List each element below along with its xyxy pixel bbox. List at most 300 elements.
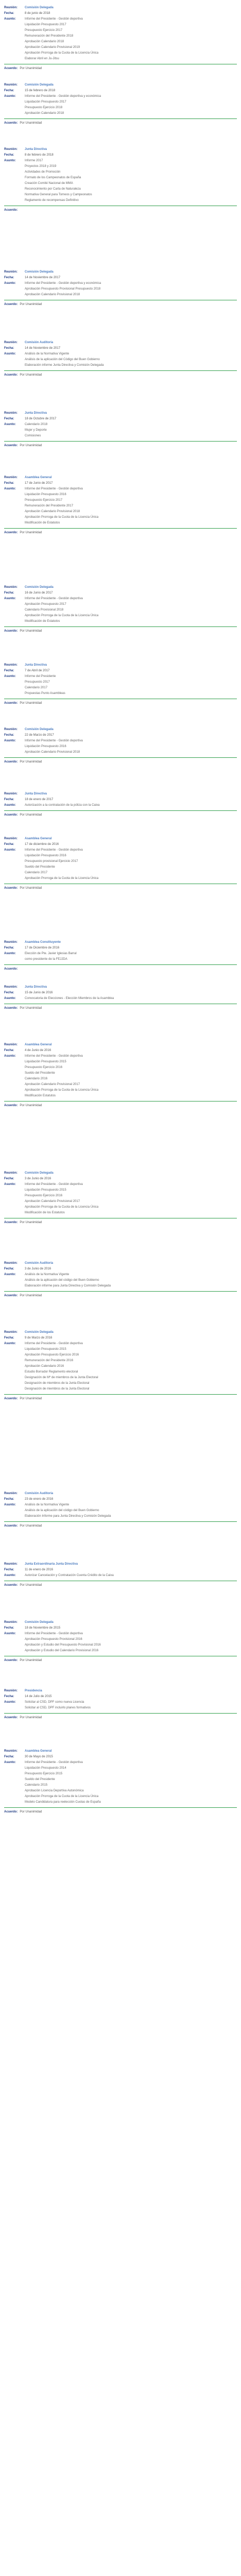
agreement-label: Acuerdo: — [4, 374, 18, 377]
topic-item: Informe del Presidente - Gestión deportiva — [25, 1761, 83, 1764]
topics-row — [0, 486, 241, 524]
organ-row — [0, 1688, 241, 1694]
topics-list — [25, 738, 231, 755]
topics-list — [25, 486, 231, 526]
topics-list — [25, 1054, 231, 1099]
topic-item: Presupuesto Ejercicio 2017 — [25, 29, 63, 32]
date-label: Fecha: — [4, 1695, 14, 1698]
topic-item: Formato de los Campeonatos de España — [25, 176, 81, 179]
topic-item: Informe del Presidente - Gestión deportiva — [25, 487, 83, 490]
organ-label: Reunión: — [4, 1043, 18, 1046]
topic-item: Informe del Presidente - Gestión deportiva — [25, 1632, 83, 1635]
topic-item: Elección de Pte. Javier Iglesias Barral — [25, 952, 77, 955]
topic-item: Informe del Presidente - Gestión deportiva — [25, 18, 83, 21]
agreement-label: Acuerdo: — [4, 1584, 18, 1587]
record-divider — [4, 118, 237, 119]
topics-list — [25, 1182, 231, 1216]
organ-label: Reunión: — [4, 1262, 18, 1265]
topics-label: Asunto: — [4, 18, 16, 21]
date-row — [0, 1048, 241, 1054]
organ-label: Reunión: — [4, 1689, 18, 1692]
organ-row — [0, 411, 241, 416]
topic-item: Aprobación Calendario 2016 — [25, 1365, 64, 1368]
agreement-label: Acuerdo: — [4, 1397, 18, 1400]
agreement-row — [4, 1103, 42, 1109]
agreement-label: Acuerdo: — [4, 1007, 18, 1010]
topics-row — [0, 996, 241, 1002]
agreement-label: Acuerdo: — [4, 303, 18, 306]
agreement-label: Acuerdo: — [4, 1221, 18, 1224]
topic-item: Calendario 2016 — [25, 1077, 48, 1080]
organ-value: Comisión Delegada — [25, 728, 54, 731]
topic-item: Presupuesto provisional Ejercicio 2017 — [25, 860, 78, 863]
agreement-row — [4, 1715, 42, 1721]
agreement-label: Acuerdo: — [4, 887, 18, 890]
date-value: 14 de Noviembre de 2017 — [25, 347, 61, 350]
date-label: Fecha: — [4, 482, 14, 485]
topic-item: Modificación de los Estatutos — [25, 1211, 65, 1214]
topics-row — [0, 16, 241, 60]
topics-row — [0, 803, 241, 808]
organ-label: Reunión: — [4, 728, 18, 731]
topic-item: Designación de miembros de la Junta Electoral — [25, 1387, 90, 1391]
topic-item: Liquidación Presupuesto 2014 — [25, 1767, 66, 1770]
topic-item: Informe del Presidente - Gestión deportiva — [25, 1342, 83, 1345]
topics-list — [25, 158, 231, 204]
topic-item: Aprobación Presupuesto Ejercicio 2016 — [25, 1353, 79, 1357]
record-divider — [4, 626, 237, 627]
topics-row — [0, 848, 241, 880]
organ-value: Comisión Delegada — [25, 1172, 54, 1175]
organ-value: Presidencia — [25, 1689, 42, 1692]
date-label: Fecha: — [4, 1568, 14, 1571]
topic-item: Sueldo del Presidente — [25, 1072, 55, 1075]
topics-label: Asunto: — [4, 282, 16, 285]
agreement-label: Acuerdo: — [4, 531, 18, 534]
agreement-value: Por Unanimidad — [20, 1007, 42, 1010]
date-row — [0, 1567, 241, 1573]
date-label: Fecha: — [4, 843, 14, 846]
date-label: Fecha: — [4, 1336, 14, 1340]
topic-item: Aprobación Calendario Provisional 2017 — [25, 1200, 80, 1203]
record-divider — [4, 1713, 237, 1714]
organ-row — [0, 1171, 241, 1176]
organ-label: Reunión: — [4, 986, 18, 989]
agreement-value: Por Unanimidad — [20, 1810, 42, 1814]
agreement-row — [4, 1396, 42, 1402]
date-value: 9 de Marzo de 2016 — [25, 1336, 53, 1340]
agreement-row — [4, 1523, 42, 1529]
date-row — [0, 797, 241, 803]
topic-item: Aprobación Prorroga de la Cuota de la Licencia Única — [25, 52, 99, 55]
topic-item: Modelo Candidatura para reelección Cuotas de España — [25, 1801, 101, 1804]
date-value: 16 de Junio de 2017 — [25, 591, 53, 595]
date-row — [0, 1497, 241, 1502]
topics-label: Asunto: — [4, 1574, 16, 1577]
agreement-row — [4, 759, 42, 765]
agreement-value: Por Unanimidad — [20, 630, 42, 633]
date-value: 17 de Diciembre de 2016 — [25, 946, 60, 950]
topic-item: Modificación de Estatutos — [25, 620, 60, 623]
date-label: Fecha: — [4, 1049, 14, 1052]
date-value: 15 de febrero de 2018 — [25, 89, 56, 92]
date-row — [0, 1754, 241, 1760]
topic-item: Aprobación Licencia Deportiva Autonómica — [25, 1789, 84, 1792]
date-value: 30 de Mayo de 2015 — [25, 1755, 53, 1758]
topic-item: Solicitar al CSD, DPF como nueva Licencia — [25, 1701, 84, 1704]
topic-item: Liquidación Presupuesto 2015 — [25, 1060, 66, 1063]
organ-row — [0, 1620, 241, 1625]
organ-label: Reunión: — [4, 837, 18, 840]
agreement-label: Acuerdo: — [4, 630, 18, 633]
date-row — [0, 733, 241, 738]
topic-item: Normativa General para Torneos y Campeonatos — [25, 193, 92, 196]
agreement-label: Acuerdo: — [4, 67, 18, 70]
date-value: 22 de Marzo de 2017 — [25, 734, 54, 737]
topic-item: Informe del Presidente — [25, 675, 56, 678]
topics-row — [0, 951, 241, 961]
topic-item: Informe del Presidente - Gestión deportiva — [25, 849, 83, 852]
record-divider — [4, 1291, 237, 1292]
agreement-row — [4, 1809, 42, 1815]
organ-value: Asamblea Constituyente — [25, 941, 61, 944]
agreement-row — [4, 1658, 42, 1664]
topic-item: Aprobación Calendario Provisional 2018 — [25, 751, 80, 754]
record-divider — [4, 757, 237, 758]
topic-item: Presupuesto Ejercicio 2015 — [25, 1772, 63, 1775]
agreement-value: Por Unanimidad — [20, 1524, 42, 1528]
date-label: Fecha: — [4, 1755, 14, 1758]
date-row — [0, 1625, 241, 1631]
agreement-label: Acuerdo: — [4, 1810, 18, 1814]
topic-item: Aprobación Calendario Provisional 2018 — [25, 293, 80, 296]
agreement-value: Por Unanimidad — [20, 1221, 42, 1224]
organ-value: Junta Directiva — [25, 412, 47, 415]
organ-label: Reunión: — [4, 476, 18, 479]
organ-label: Reunión: — [4, 341, 18, 344]
topics-label: Asunto: — [4, 739, 16, 742]
organ-row — [0, 1042, 241, 1048]
date-value: 18 de enero de 2017 — [25, 798, 54, 801]
agreement-value: Por Unanimidad — [20, 887, 42, 890]
topic-item: Informe del Presidente - Gestión deportiva — [25, 1183, 83, 1186]
topic-item: Aprobación y Estudio del Presupuesto Provisional 2016 — [25, 1643, 101, 1647]
date-row — [0, 590, 241, 596]
date-row — [0, 152, 241, 158]
organ-label: Reunión: — [4, 586, 18, 589]
organ-label: Reunión: — [4, 270, 18, 274]
organ-label: Reunión: — [4, 1750, 18, 1753]
topic-item: Modificación Estatutos — [25, 1094, 56, 1097]
organ-value: Comisión Delegada — [25, 586, 54, 589]
organ-row — [0, 836, 241, 842]
topic-item: Informe del Presidente - Gestión deportiva — [25, 597, 83, 600]
topics-row — [0, 94, 241, 115]
date-value: 17 de diciembre de 2016 — [25, 843, 59, 846]
topic-item: Liquidación Presupuesto 2017 — [25, 23, 66, 26]
organ-row — [0, 663, 241, 668]
organ-row — [0, 1562, 241, 1567]
agreement-label: Acuerdo: — [4, 209, 18, 212]
agreement-value: Por Unanimidad — [20, 814, 42, 817]
date-value: 23 de enero de 2016 — [25, 1498, 54, 1501]
organ-value: Asamblea General — [25, 1043, 52, 1046]
agreement-label: Acuerdo: — [4, 1716, 18, 1719]
date-label: Fecha: — [4, 669, 14, 672]
organ-row — [0, 147, 241, 152]
date-row — [0, 668, 241, 674]
topic-item: Remuneración del Presidente 2018 — [25, 35, 74, 38]
topic-item: Elaboración informe Junta Directiva y Comisión Delegada — [25, 364, 104, 367]
topic-item: Creación Comité Nacional de MMA — [25, 182, 73, 185]
agreement-row — [4, 443, 42, 449]
organ-label: Reunión: — [4, 6, 18, 9]
topic-item: Liquidación Presupuesto 2015 — [25, 1189, 66, 1192]
organ-value: Comisión Delegada — [25, 1331, 54, 1334]
organ-row — [0, 475, 241, 481]
agreement-row — [4, 1220, 42, 1226]
topic-item: Aprobación Prorroga de la Cuota de la Licencia Única — [25, 1089, 99, 1092]
organ-row — [0, 1261, 241, 1266]
topic-item: Sueldo del Presidente — [25, 1778, 55, 1781]
organ-row — [0, 5, 241, 11]
organ-row — [0, 727, 241, 733]
agreement-value: Por Unanimidad — [20, 1716, 42, 1719]
date-row — [0, 1266, 241, 1272]
date-row — [0, 11, 241, 16]
organ-value: Junta Directiva — [25, 986, 47, 989]
topics-row — [0, 1573, 241, 1579]
topic-item: Modificación de Estatutos — [25, 521, 60, 524]
date-label: Fecha: — [4, 991, 14, 994]
agreement-label: Acuerdo: — [4, 1524, 18, 1528]
organ-value: Asamblea General — [25, 476, 52, 479]
topics-label: Asunto: — [4, 997, 16, 1000]
topic-item: Solicitar al CSD, DPF incluirlo planes formativos — [25, 1706, 91, 1709]
topics-label: Asunto: — [4, 1055, 16, 1058]
topics-label: Asunto: — [4, 95, 16, 98]
topic-item: Aprobación Presupuesto 2017 — [25, 603, 66, 606]
topics-label: Asunto: — [4, 1701, 16, 1704]
agreement-row — [4, 886, 42, 891]
topic-item: Estudio Borrador Reglamento electoral — [25, 1370, 78, 1374]
organ-value: Junta Directiva — [25, 148, 47, 151]
date-label: Fecha: — [4, 1267, 14, 1270]
topics-list — [25, 1341, 231, 1392]
topic-item: Informe del Presidente - Gestión deportiva y económica — [25, 95, 101, 98]
organ-label: Reunión: — [4, 792, 18, 795]
organ-value: Junta Directiva — [25, 664, 47, 667]
topics-list — [25, 1631, 231, 1654]
agreement-row — [4, 701, 42, 706]
agreement-row — [4, 121, 42, 126]
topics-list — [25, 1272, 231, 1289]
agreement-label: Acuerdo: — [4, 814, 18, 817]
agreement-value: Por Unanimidad — [20, 760, 42, 764]
date-value: 17 de Junio de 2017 — [25, 482, 53, 485]
topics-label: Asunto: — [4, 1632, 16, 1635]
topic-item: Aprobación Calendario Provisional 2018 — [25, 510, 80, 513]
topics-list — [25, 596, 231, 624]
topics-row — [0, 281, 241, 296]
topic-item: Aprobación Calendario 2018 — [25, 112, 64, 115]
topic-item: Aprobación Prorroga de la Cuota de la Licencia Única — [25, 1206, 99, 1209]
agreement-label: Acuerdo: — [4, 444, 18, 447]
organ-value: Asamblea General — [25, 1750, 52, 1753]
date-label: Fecha: — [4, 591, 14, 595]
topics-row — [0, 1272, 241, 1287]
organ-label: Reunión: — [4, 1563, 18, 1566]
date-value: 4 de Junio de 2016 — [25, 1049, 51, 1052]
topics-list — [25, 1502, 231, 1519]
organ-row — [0, 1491, 241, 1497]
topics-label: Asunto: — [4, 675, 16, 678]
organ-value: Junta Extraordinaria Junta Directiva — [25, 1563, 78, 1566]
topics-row — [0, 1502, 241, 1518]
topics-row — [0, 351, 241, 367]
date-value: 8 de junio de 2018 — [25, 12, 50, 15]
topics-list — [25, 94, 231, 116]
topic-item: Proyectos 2018 y 2019 — [25, 165, 57, 168]
agreement-label: Acuerdo: — [4, 1294, 18, 1297]
topic-item: Elaboración Informe para Junta Directiva y Comisión Delegada — [25, 1515, 111, 1518]
agreement-label: Acuerdo: — [4, 760, 18, 764]
topic-item: Aprobación Calendario Provisional 2017 — [25, 1083, 80, 1086]
organ-value: Comisión Delegada — [25, 83, 54, 87]
date-row — [0, 346, 241, 351]
organ-value: Comisión Auditoría — [25, 1492, 54, 1495]
topics-list — [25, 281, 231, 298]
topic-item: Elaborar Abril en Ju-Jitsu — [25, 57, 59, 60]
organ-row — [0, 1749, 241, 1754]
date-row — [0, 1176, 241, 1182]
topic-item: Convocatoria de Elecciones - Elección Miembros de la Asamblea — [25, 997, 114, 1000]
organ-value: Asamblea General — [25, 837, 52, 840]
topics-row — [0, 596, 241, 623]
agreement-value: Por Unanimidad — [20, 1397, 42, 1400]
date-label: Fecha: — [4, 12, 14, 15]
organ-label: Reunión: — [4, 664, 18, 667]
organ-row — [0, 82, 241, 88]
date-row — [0, 842, 241, 848]
topic-item: Aprobación y Estudio del Calendario Provisional 2016 — [25, 1649, 99, 1652]
topics-row — [0, 422, 241, 437]
agreement-label: Acuerdo: — [4, 1659, 18, 1662]
topics-label: Asunto: — [4, 597, 16, 600]
date-label: Fecha: — [4, 734, 14, 737]
topic-item: Liquidación Presupuesto 2016 — [25, 854, 66, 857]
organ-row — [0, 985, 241, 990]
date-row — [0, 481, 241, 486]
topic-item: Calendario 2017 — [25, 686, 48, 689]
topics-label: Asunto: — [4, 952, 16, 955]
topics-label: Asunto: — [4, 1761, 16, 1764]
topics-label: Asunto: — [4, 804, 16, 807]
date-label: Fecha: — [4, 276, 14, 279]
topic-item: Aprobación Calendario Provisional 2019 — [25, 46, 80, 49]
date-value: 14 de Noviembre de 2017 — [25, 276, 61, 279]
topic-item: Aprobación Presupuesto Provisional Presupuesto 2018 — [25, 287, 101, 291]
topic-item: Comisiones — [25, 434, 41, 437]
date-label: Fecha: — [4, 89, 14, 92]
topic-item: como presidente de la FEJJDA — [25, 958, 67, 961]
topic-item: Aprobación Prorroga de la Cuota de la Licencia Única — [25, 1795, 99, 1798]
date-value: 18 de Octubre de 2017 — [25, 417, 57, 420]
topic-item: Análisis de la Normativa Vigente — [25, 1503, 70, 1506]
date-row — [0, 88, 241, 94]
topic-item: Análisis de la Normativa Vigente — [25, 352, 70, 355]
topics-label: Asunto: — [4, 487, 16, 490]
topic-item: Informe del Presidente - Gestión deportiva y económica — [25, 282, 101, 285]
topic-item: Presupuesto Ejercicio 2016 — [25, 1194, 63, 1197]
organ-row — [0, 269, 241, 275]
topic-item: Liquidación Presupuesto 2016 — [25, 745, 66, 748]
date-label: Fecha: — [4, 347, 14, 350]
topic-item: Presupuesto Ejercicio 2017 — [25, 499, 63, 502]
topics-row — [0, 1341, 241, 1391]
date-row — [0, 990, 241, 996]
agreement-value: Por Unanimidad — [20, 67, 42, 70]
agreement-label: Acuerdo: — [4, 122, 18, 125]
topics-list — [25, 16, 231, 62]
organ-row — [0, 1330, 241, 1335]
topics-list — [25, 1573, 231, 1579]
date-value: 8 de febrero de 2018 — [25, 154, 54, 157]
date-value: 7 de Abril de 2017 — [25, 669, 50, 672]
agreement-value: Por Unanimidad — [20, 702, 42, 705]
organ-value: Comisión Delegada — [25, 6, 54, 9]
topic-item: Análisis de la aplicación del código del Buen Gobierno — [25, 1509, 99, 1512]
topic-item: Aprobación Calendario 2018 — [25, 40, 64, 43]
date-label: Fecha: — [4, 417, 14, 420]
date-label: Fecha: — [4, 1498, 14, 1501]
topic-item: Actividades de Promoción — [25, 171, 61, 174]
topics-label: Asunto: — [4, 352, 16, 355]
topics-label: Asunto: — [4, 423, 16, 426]
agreement-label: Acuerdo: — [4, 1104, 18, 1107]
date-row — [0, 1335, 241, 1341]
organ-row — [0, 340, 241, 346]
agreement-label: Acuerdo: — [4, 702, 18, 705]
topic-item: Presupuesto 2017 — [25, 681, 50, 684]
topic-item: Aprobación Prorroga de la Cuota de la Licencia Única — [25, 614, 99, 617]
topics-label: Asunto: — [4, 1503, 16, 1506]
agreement-value: Por Unanimidad — [20, 531, 42, 534]
agreement-value: Por Unanimidad — [20, 374, 42, 377]
topics-list — [25, 422, 231, 439]
agreement-label: Acuerdo: — [4, 968, 18, 971]
topic-item: Remuneración del Presidente 2016 — [25, 1359, 74, 1362]
agreement-row — [4, 302, 42, 308]
agreement-value: Por Unanimidad — [20, 1659, 42, 1662]
organ-label: Reunión: — [4, 1331, 18, 1334]
topic-item: Liquidación Presupuesto 2017 — [25, 100, 66, 104]
date-label: Fecha: — [4, 1626, 14, 1630]
organ-label: Reunión: — [4, 412, 18, 415]
topic-item: Informe 2017 — [25, 159, 43, 162]
agreement-value: Por Unanimidad — [20, 1294, 42, 1297]
topic-item: Remuneración del Presidente 2017 — [25, 504, 74, 507]
date-row — [0, 945, 241, 951]
topics-list — [25, 951, 231, 962]
date-value: 14 de Julio de 2015 — [25, 1695, 52, 1698]
topic-item: Calendario 2018 — [25, 423, 48, 426]
agreement-row — [4, 372, 42, 378]
topics-list — [25, 674, 231, 697]
topic-item: Liquidación Presupuesto 2015 — [25, 1348, 66, 1351]
organ-label: Reunión: — [4, 83, 18, 87]
agreement-row — [4, 1293, 42, 1299]
